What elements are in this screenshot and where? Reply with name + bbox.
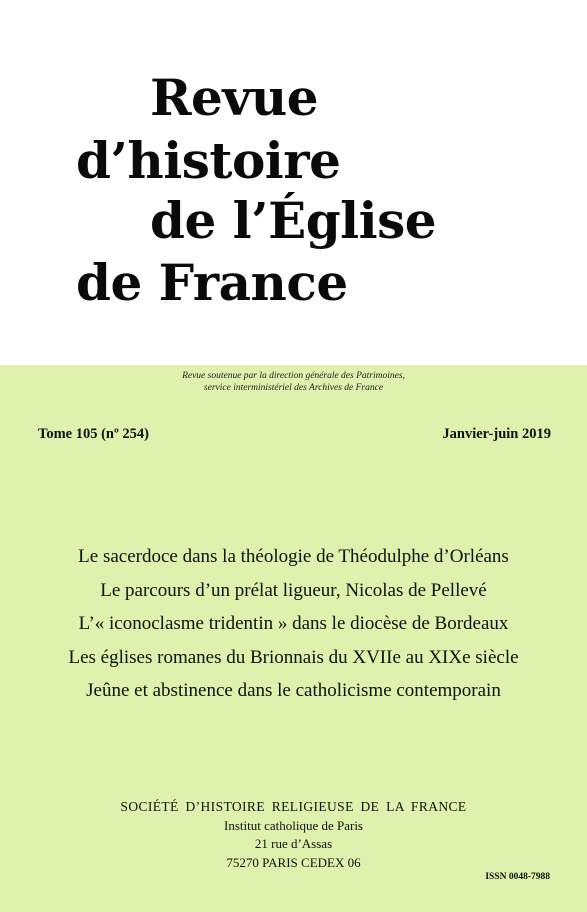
title-line-2: d’histoire	[76, 131, 341, 190]
title-line-4: de France	[76, 253, 348, 312]
publisher-street: 21 rue d’Assas	[254, 836, 333, 851]
issn-number: ISSN 0048-7988	[485, 872, 550, 882]
title-line-1: Revue	[150, 68, 319, 127]
support-note-line-2: service interministériel des Archives de France	[203, 383, 384, 393]
support-note-line-1: Revue soutenue par la direction générale des Patrimoines,	[182, 371, 405, 381]
article-title: Jeûne et abstinence dans le catholicisme contemporain	[86, 680, 501, 701]
article-title: Le parcours d’un prélat ligueur, Nicolas de Pellevé	[100, 579, 487, 601]
title-line-3: de l’Église	[150, 191, 437, 250]
issue-date: Janvier-juin 2019	[442, 426, 551, 442]
article-title: Le sacerdoce dans la théologie de Théodulphe d’Orléans	[78, 546, 509, 567]
publisher-institution: Institut catholique de Paris	[223, 818, 363, 833]
article-title: L’« iconoclasme tridentin » dans le diocèse de Bordeaux	[78, 613, 509, 634]
tome-number: Tome 105 (nº 254)	[38, 426, 149, 442]
cover-title-area	[0, 0, 587, 365]
table-of-contents	[0, 540, 587, 708]
article-title: Les églises romanes du Brionnais du XVIIe au XIXe siècle	[68, 646, 519, 668]
publisher-city: 75270 PARIS CEDEX 06	[226, 855, 361, 870]
publisher-name: SOCIÉTÉ D’HISTOIRE RELIGIEUSE DE LA FRANCE	[120, 799, 467, 814]
